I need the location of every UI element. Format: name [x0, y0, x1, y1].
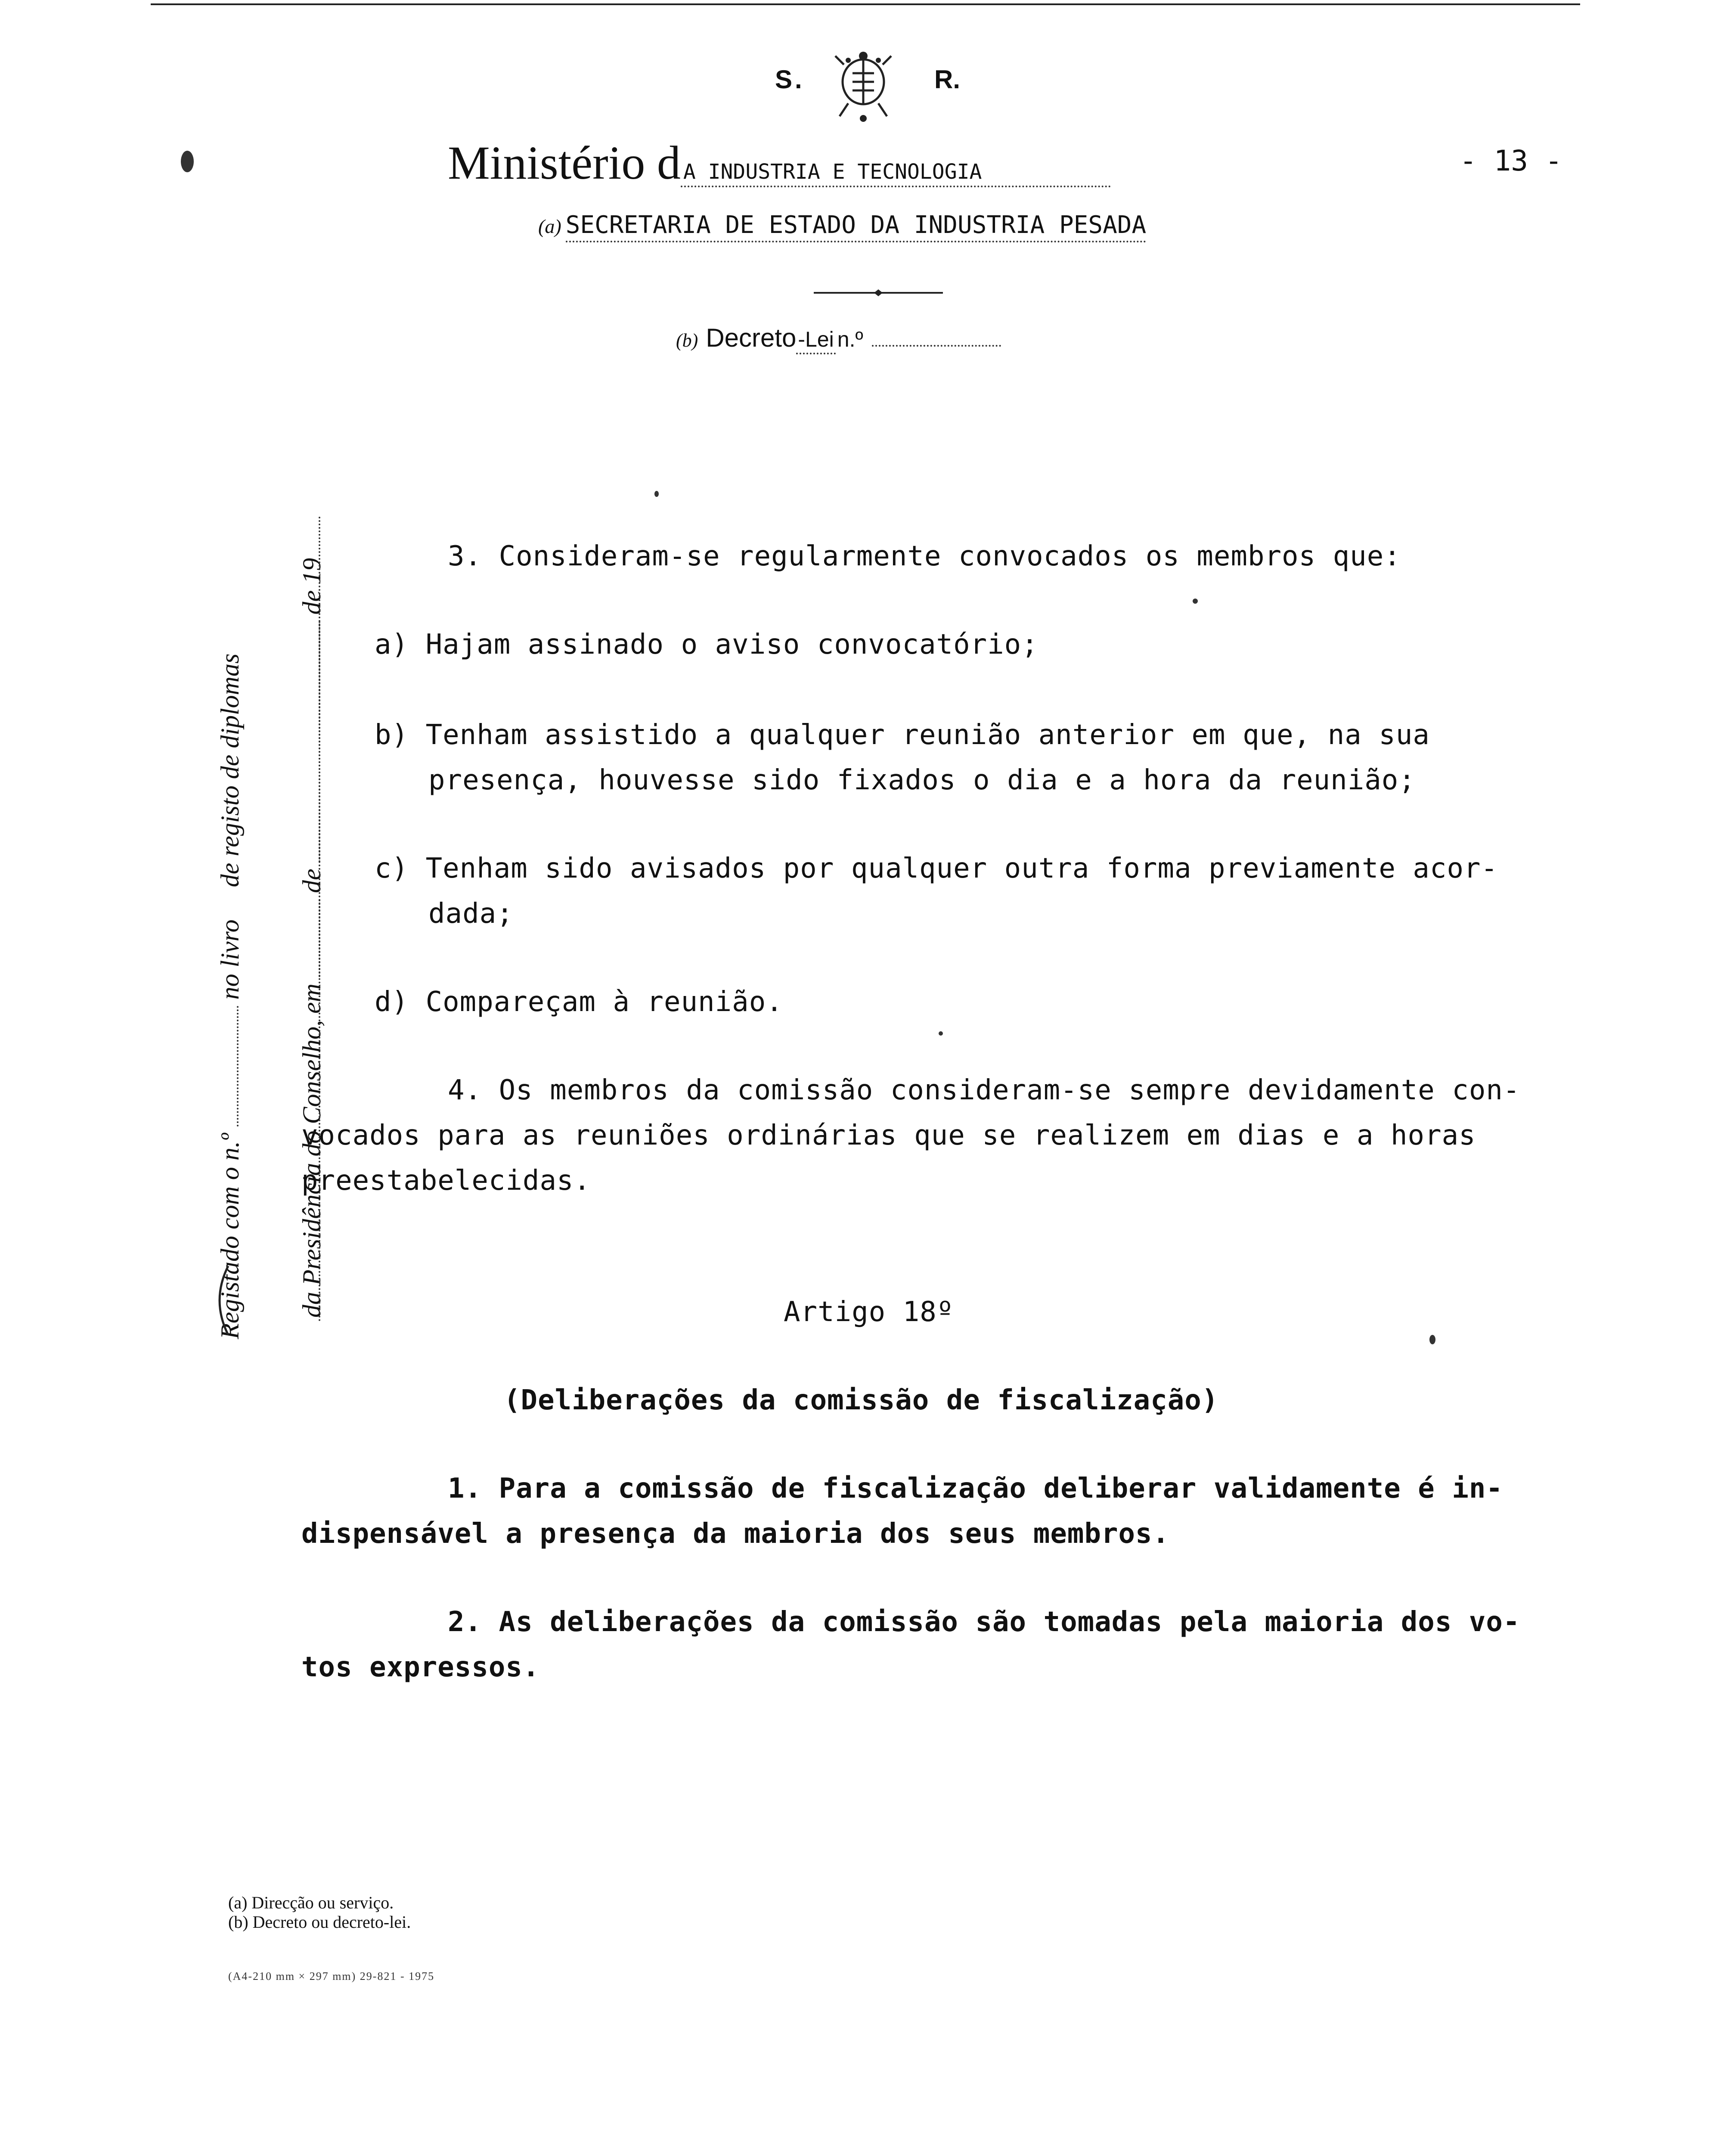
- scan-speck: [939, 1031, 943, 1036]
- margin-dotted-line: [319, 517, 320, 1322]
- decreto-value: -Lei: [796, 327, 835, 354]
- clause-2-line1: 2. As deliberações da comissão são tomadas pela maioria dos vo-: [448, 1606, 1520, 1638]
- artigo-title: (Deliberações da comissão de fiscalização): [504, 1384, 1219, 1416]
- paragraph-4-line2: vocados para as reuniões ordinárias que se realizem em dias e a horas: [301, 1120, 1476, 1151]
- clause-1-line1: 1. Para a comissão de fiscalização deliberar validamente é in-: [448, 1473, 1503, 1505]
- item-c-line2: dada;: [428, 898, 514, 930]
- margin-de19: de 19: [298, 558, 326, 615]
- artigo-heading: Artigo 18º: [784, 1296, 954, 1328]
- coat-of-arms-emblem: [822, 47, 904, 125]
- margin-presidencia-line: [297, 558, 327, 1318]
- item-b-line1: b) Tenham assistido a qualquer reunião anterior em que, na sua: [375, 719, 1430, 751]
- item-b-line2: presença, houvesse sido fixados o dia e a hora da reunião;: [428, 764, 1416, 796]
- clause-1-line2: dispensável a presença da maioria dos seus membros.: [301, 1518, 1170, 1550]
- margin-no-livro: no livro: [216, 919, 244, 1000]
- item-a: a) Hajam assinado o aviso convocatório;: [375, 629, 1038, 661]
- margin-registado-blank: [237, 1006, 239, 1126]
- margin-registado: Registado com o n.º: [216, 1133, 244, 1339]
- ministry-prefix: Ministério d: [448, 137, 681, 189]
- clause-2-line2: tos expressos.: [301, 1651, 540, 1683]
- scan-speck: [1429, 1335, 1435, 1344]
- decreto-blank: [872, 345, 1001, 347]
- decreto-no: n.º: [837, 327, 863, 351]
- footnote-a: (a) Direcção ou serviço.: [228, 1893, 394, 1912]
- footnote-b: (b) Decreto ou decreto-lei.: [228, 1912, 411, 1932]
- margin-de: de: [298, 869, 326, 893]
- ministry-line: [448, 136, 1111, 190]
- header-s: S.: [775, 65, 805, 94]
- margin-bracket: [202, 1257, 237, 1343]
- top-border-line: [151, 3, 1580, 5]
- margin-registo: de registo de diplomas: [216, 653, 244, 887]
- margin-registado-line: [215, 654, 245, 1339]
- ministry-value: A INDUSTRIA E TECNOLOGIA: [681, 160, 1111, 187]
- header-r: R.: [934, 65, 960, 94]
- decreto-label: (b): [676, 330, 698, 351]
- scan-speck: [654, 491, 659, 497]
- paragraph-4-line3: preestabelecidas.: [301, 1165, 591, 1197]
- divider-rule: [814, 289, 943, 297]
- page-number: - 13 -: [1460, 144, 1562, 177]
- decreto-word: Decreto: [706, 323, 797, 352]
- scan-speck: [181, 151, 194, 172]
- paragraph-3: 3. Consideram-se regularmente convocados os membros que:: [448, 540, 1401, 572]
- scan-speck: [1193, 599, 1198, 604]
- print-reference: (A4-210 mm × 297 mm) 29-821 - 1975: [228, 1970, 435, 1982]
- item-d: d) Compareçam à reunião.: [375, 986, 783, 1018]
- secretaria-line: [538, 211, 1146, 242]
- decreto-line: [676, 323, 1001, 354]
- secretaria-value: SECRETARIA DE ESTADO DA INDUSTRIA PESADA: [566, 211, 1147, 242]
- paragraph-4-line1: 4. Os membros da comissão consideram-se sempre devidamente con-: [448, 1074, 1520, 1106]
- secretaria-label: (a): [538, 215, 561, 237]
- margin-presidencia: da Presidência do Conselho, em: [298, 983, 326, 1318]
- item-c-line1: c) Tenham sido avisados por qualquer outra forma previamente acor-: [375, 853, 1498, 884]
